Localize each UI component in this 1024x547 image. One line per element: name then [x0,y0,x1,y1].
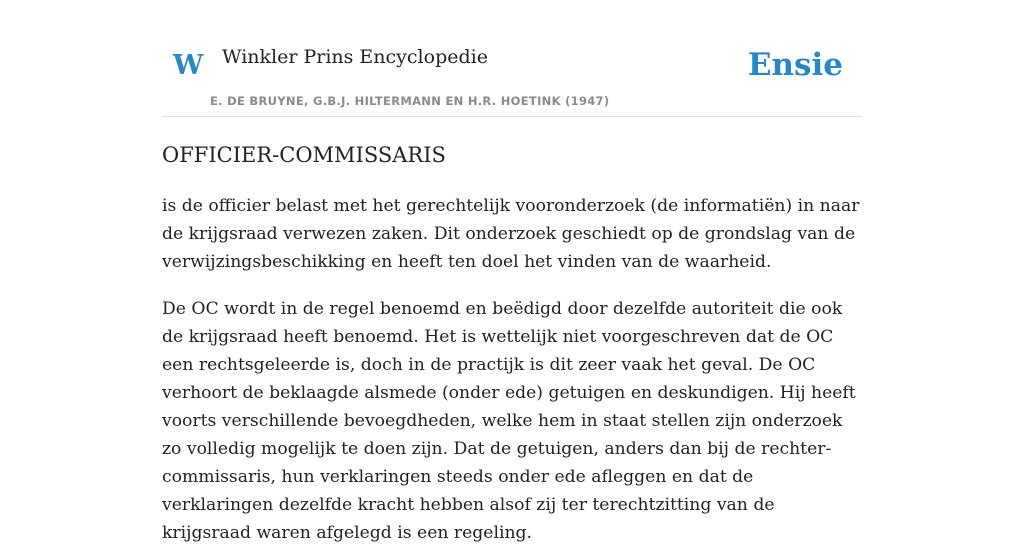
winkler-prins-logo-icon[interactable]: W [173,50,204,81]
publication-authors: E. DE BRUYNE, G.B.J. HILTERMANN EN H.R. HOETINK (1947) [210,94,610,108]
publication-title[interactable]: Winkler Prins Encyclopedie [222,46,488,68]
article [162,140,862,547]
publication-header [162,0,862,117]
article-title: OFFICIER-COMMISSARIS [162,143,446,167]
article-paragraph: is de officier belast met het gerechtelijk vooronderzoek (de informatiën) in naar de krijgsraad verwezen zaken. Dit onderzoek geschiedt op de grondslag van de verwijzingsbeschikking en heeft ten doel het vinden van de waarheid. [162,196,860,272]
ensie-logo[interactable]: Ensie [747,47,843,83]
article-paragraph: De OC wordt in de regel benoemd en beëdigd door dezelfde autoriteit die ook de krijgsraad heeft benoemd. Het is wettelijk niet voorgeschreven dat de OC een rechtsgeleerde is, doch in de practijk is dit zeer vaak het geval. De OC verhoort de beklaagde alsmede (onder ede) getuigen en deskundigen. Hij heeft voorts verschillende bevoegdheden, welke hem in staat stellen zijn onderzoek zo volledig mogelijk te doen zijn. Dat de getuigen, anders dan bij de rechter-commissaris, hun verklaringen steeds onder ede afleggen en dat de verklaringen dezelfde kracht hebben alsof zij ter terechtzitting van de krijgsraad waren afgelegd is een regeling. [162,299,856,543]
